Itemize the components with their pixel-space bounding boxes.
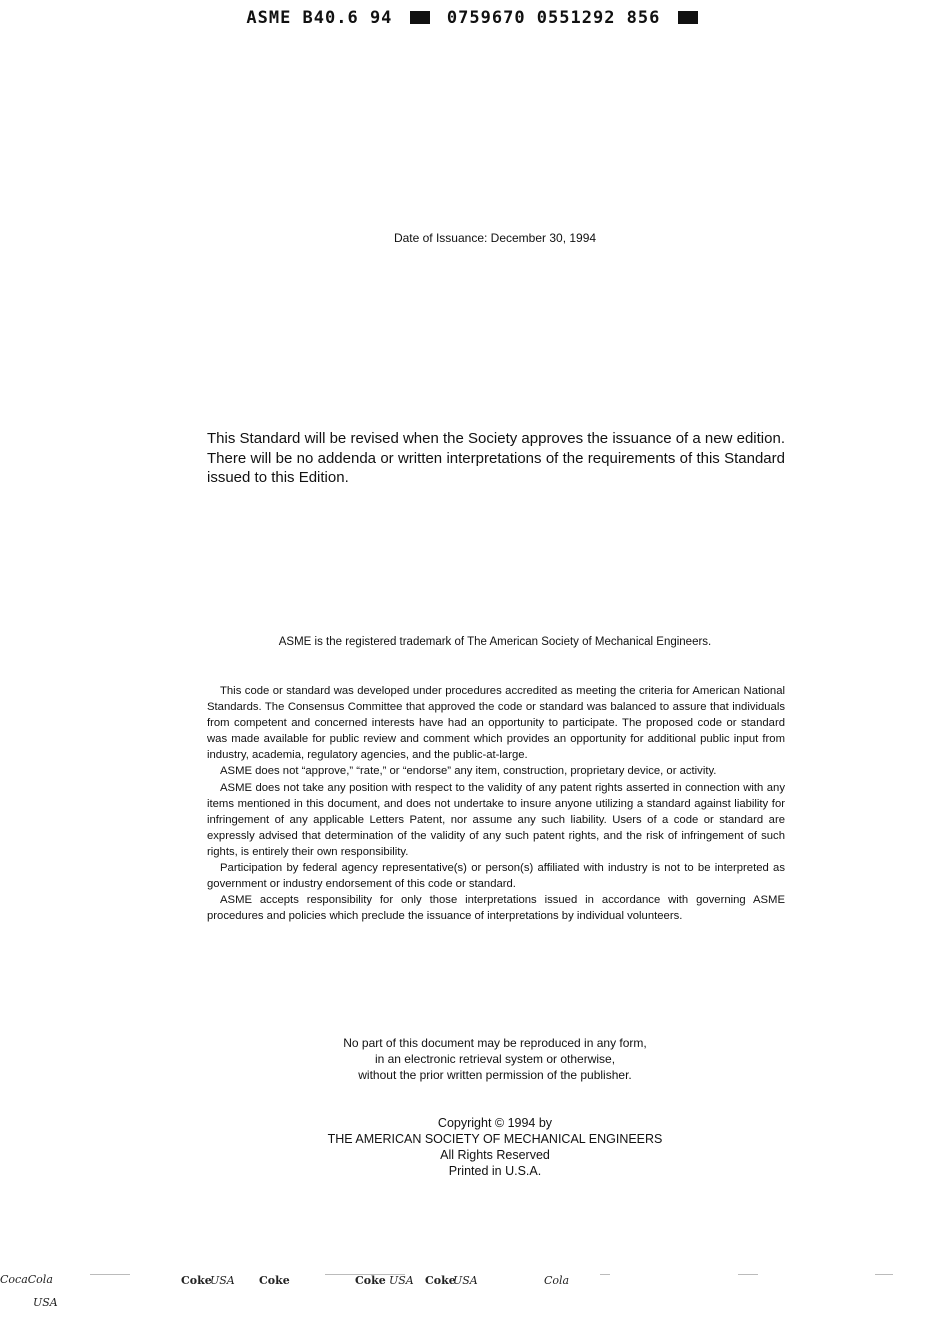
- footer-dash: [738, 1274, 758, 1275]
- footer-watermark: USA: [210, 1274, 235, 1287]
- footer-dash: [875, 1274, 893, 1275]
- legal-paragraph: Participation by federal agency representative(s) or person(s) affiliated with industry is not to be interpreted as government or industry endorsement of this code or standard.: [207, 862, 785, 891]
- legal-disclaimer: [207, 683, 785, 924]
- footer-watermark: USA: [389, 1274, 414, 1287]
- copyright-line: Copyright © 1994 by: [437, 1116, 553, 1130]
- legal-paragraph: ASME accepts responsibility for only those interpretations issued in accordance with governing ASME procedures and policies which preclude the issuance of interpretations by individual volunteers.: [207, 894, 785, 923]
- document-code-part2: 0759670 0551292 856: [446, 8, 661, 28]
- reproduction-line: in an electronic retrieval system or otherwise,: [374, 1052, 616, 1066]
- legal-paragraph: This code or standard was developed under procedures accredited as meeting the criteria for American National Standards. The Consensus Committee that approved the code or standard was balanced to assure that individuals from competent and concerned interests have had an opportunity to participate. The proposed code or standard was made available for public review and comment which provides an opportunity for additional public input from industry, academia, regulatory agencies, and the public-at-large.: [207, 685, 785, 762]
- document-code-part1: ASME B40.6 94: [246, 8, 393, 28]
- revision-notice: This Standard will be revised when the Society approves the issuance of a new edition. There will be no addenda or written interpretations of the requirements of this Standard issued to this Edition.: [207, 430, 785, 486]
- footer-watermark: Coke: [259, 1274, 290, 1287]
- reproduction-line: No part of this document may be reproduced in any form,: [343, 1036, 647, 1050]
- footer-watermark: Coke: [355, 1274, 386, 1287]
- copyright-line: THE AMERICAN SOCIETY OF MECHANICAL ENGINEERS: [327, 1132, 663, 1146]
- footer-dash: [600, 1274, 610, 1275]
- copyright-line: All Rights Reserved: [440, 1148, 550, 1162]
- reproduction-line: without the prior written permission of the publisher.: [358, 1068, 632, 1082]
- footer-watermark: Coke: [425, 1274, 456, 1287]
- trademark-notice: ASME is the registered trademark of The American Society of Mechanical Engineers.: [278, 636, 712, 648]
- footer-dash: [90, 1274, 130, 1275]
- reproduction-notice: [0, 1035, 950, 1083]
- document-code-header: [0, 8, 950, 28]
- footer-watermark: USA: [33, 1296, 58, 1309]
- footer-watermark: Coke: [181, 1274, 212, 1287]
- footer-watermark: CocaCola: [0, 1273, 53, 1286]
- footer-watermark: Cola: [544, 1274, 570, 1287]
- legal-paragraph: ASME does not “approve,” “rate,” or “endorse” any item, construction, proprietary device, or activity.: [220, 765, 717, 778]
- copyright-line: Printed in U.S.A.: [448, 1164, 542, 1178]
- legal-paragraph: ASME does not take any position with respect to the validity of any patent rights asserted in connection with any items mentioned in this document, and does not undertake to insure anyone utilizing a standard against liability for infringement of any applicable Letters Patent, nor assume any such liability. Users of a code or standard are expressly advised that determination of the validity of any such patent rights, and the risk of infringement of such rights, is entirely their own responsibility.: [207, 781, 785, 858]
- date-of-issuance: Date of Issuance: December 30, 1994: [393, 231, 597, 245]
- copyright-block: [0, 1115, 950, 1179]
- redaction-block-icon: [678, 11, 698, 24]
- footer-watermark: USA: [453, 1274, 478, 1287]
- redaction-block-icon: [410, 11, 430, 24]
